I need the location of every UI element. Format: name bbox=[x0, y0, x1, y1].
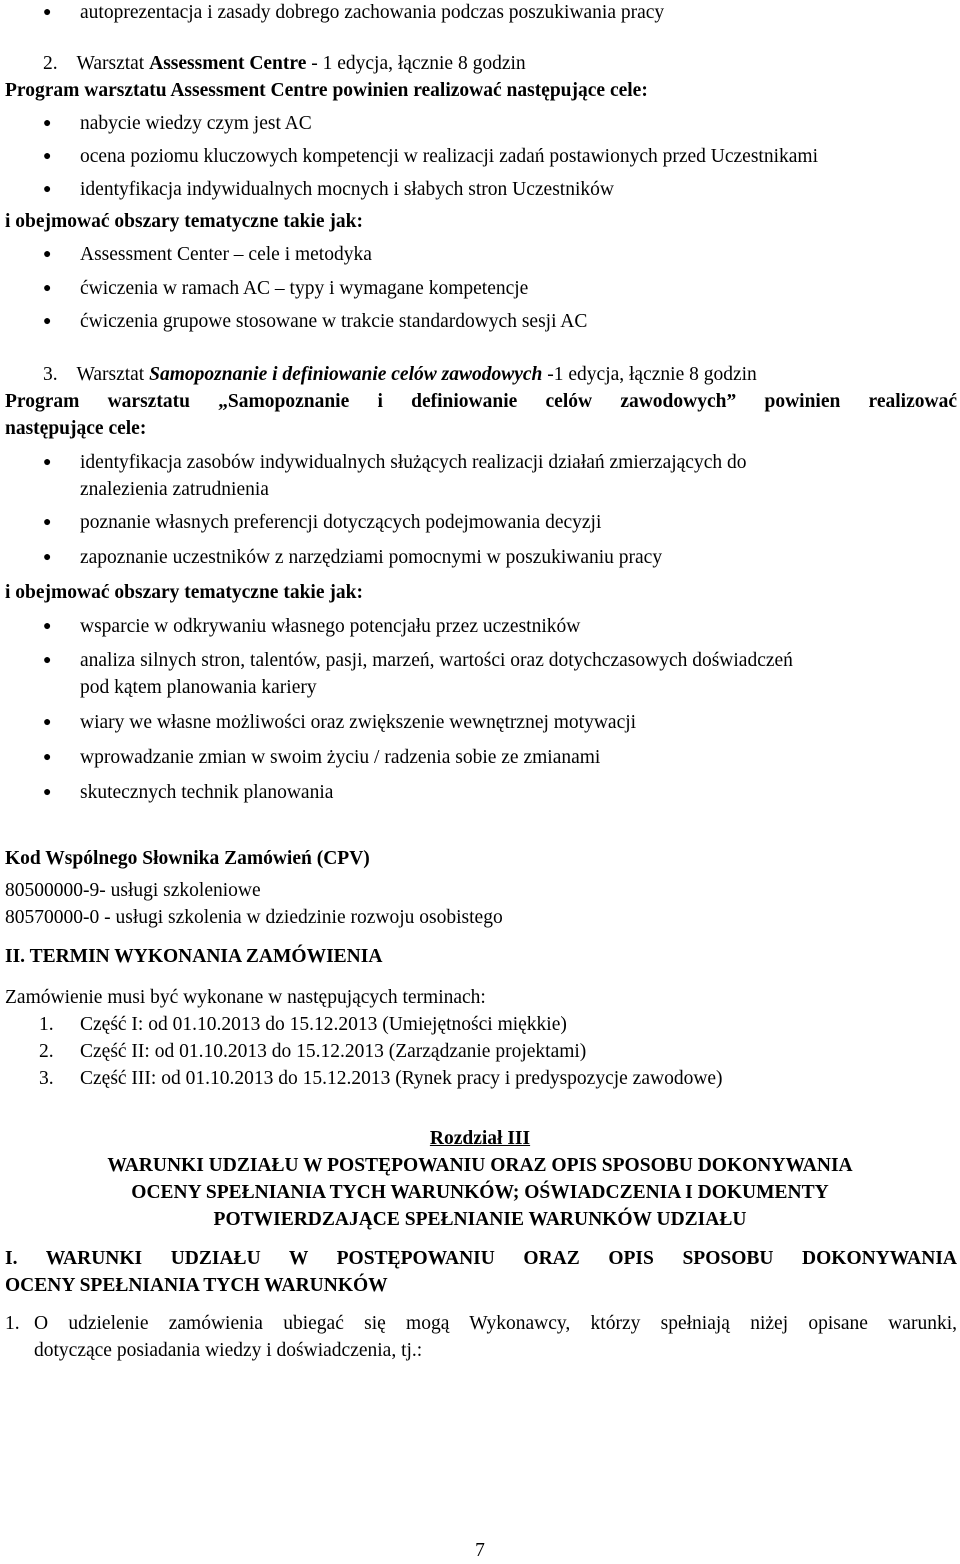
list-item: analiza silnych stron, talentów, pasji, marzeń, wartości oraz dotychczasowych doświadczeń bbox=[80, 650, 793, 671]
areas-heading: i obejmować obszary tematyczne takie jak: bbox=[5, 582, 363, 603]
list-item: wprowadzanie zmian w swoim życiu / radzenia sobie ze zmianami bbox=[80, 747, 601, 768]
areas-heading: i obejmować obszary tematyczne takie jak: bbox=[5, 211, 363, 232]
bullet-icon: ● bbox=[43, 550, 52, 565]
bullet-icon: ● bbox=[43, 314, 52, 329]
termin-item-number: 3. bbox=[39, 1068, 54, 1089]
bullet-icon: ● bbox=[43, 247, 52, 262]
bullet-icon: ● bbox=[43, 182, 52, 197]
workshop-name: Assessment Centre bbox=[149, 53, 307, 74]
list-item: nabycie wiedzy czym jest AC bbox=[80, 113, 312, 134]
section-heading: II. TERMIN WYKONANIA ZAMÓWIENIA bbox=[5, 946, 383, 967]
bullet-icon: ● bbox=[43, 619, 52, 634]
chapter-heading-line: POTWIERDZAJĄCE SPEŁNIANIE WARUNKÓW UDZIAŁU bbox=[213, 1209, 747, 1230]
termin-intro: Zamówienie musi być wykonane w następujących terminach: bbox=[5, 987, 486, 1008]
list-item-continued: znalezienia zatrudnienia bbox=[80, 479, 269, 500]
list-item: ćwiczenia w ramach AC – typy i wymagane kompetencje bbox=[80, 278, 529, 299]
list-item: Assessment Center – cele i metodyka bbox=[80, 244, 372, 265]
bullet-icon: ● bbox=[43, 515, 52, 530]
paragraph: O udzielenie zamówienia ubiegać się mogą Wykonawcy, którzy spełniają niżej opisane warunki, bbox=[34, 1313, 957, 1334]
termin-item-number: 2. bbox=[39, 1041, 54, 1062]
bullet-icon: ● bbox=[43, 785, 52, 800]
workshop-number: 2. bbox=[43, 53, 58, 74]
list-item: autoprezentacja i zasady dobrego zachowania podczas poszukiwania pracy bbox=[80, 2, 665, 23]
termin-item: Część II: od 01.10.2013 do 15.12.2013 (Zarządzanie projektami) bbox=[80, 1041, 587, 1062]
list-item: identyfikacja zasobów indywidualnych służących realizacji działań zmierzających do bbox=[80, 452, 747, 473]
page-number: 7 bbox=[475, 1540, 485, 1561]
cpv-heading: Kod Wspólnego Słownika Zamówień (CPV) bbox=[5, 848, 370, 869]
bullet-icon: ● bbox=[43, 116, 52, 131]
termin-item: Część I: od 01.10.2013 do 15.12.2013 (Umiejętności miękkie) bbox=[80, 1014, 567, 1035]
workshop-3-title bbox=[43, 362, 757, 388]
chapter-heading-line: WARUNKI UDZIAŁU W POSTĘPOWANIU ORAZ OPIS SPOSOBU DOKONYWANIA bbox=[107, 1155, 853, 1176]
cpv-code: 80570000-0 - usługi szkolenia w dziedzinie rozwoju osobistego bbox=[5, 907, 503, 928]
termin-item: Część III: od 01.10.2013 do 15.12.2013 (Rynek pracy i predyspozycje zawodowe) bbox=[80, 1068, 723, 1089]
bullet-icon: ● bbox=[43, 715, 52, 730]
workshop-prefix: Warsztat bbox=[76, 364, 150, 385]
bullet-icon: ● bbox=[43, 455, 52, 470]
chapter-title: Rozdział III bbox=[429, 1128, 531, 1149]
termin-item-number: 1. bbox=[39, 1014, 54, 1035]
list-item: zapoznanie uczestników z narzędziami pomocnymi w poszukiwaniu pracy bbox=[80, 547, 663, 568]
list-item-continued: pod kątem planowania kariery bbox=[80, 677, 317, 698]
workshop-suffix: - 1 edycja, łącznie 8 godzin bbox=[306, 53, 526, 74]
bullet-icon: ● bbox=[43, 5, 52, 20]
workshop-name: Samopoznanie i definiowanie celów zawodowych bbox=[149, 364, 543, 385]
chapter-heading-line: OCENY SPEŁNIANIA TYCH WARUNKÓW; OŚWIADCZENIA I DOKUMENTY bbox=[131, 1182, 829, 1203]
workshop-number: 3. bbox=[43, 364, 58, 385]
cpv-code: 80500000-9- usługi szkoleniowe bbox=[5, 880, 261, 901]
bullet-icon: ● bbox=[43, 149, 52, 164]
list-item: skutecznych technik planowania bbox=[80, 782, 334, 803]
program-line: Program warsztatu „Samopoznanie i definiowanie celów zawodowych” powinien realizować bbox=[5, 391, 957, 412]
list-item: ocena poziomu kluczowych kompetencji w realizacji zadań postawionych przed Uczestnikami bbox=[80, 146, 819, 167]
program-line: Program warsztatu Assessment Centre powinien realizować następujące cele: bbox=[5, 80, 648, 101]
bullet-icon: ● bbox=[43, 750, 52, 765]
list-item: wsparcie w odkrywaniu własnego potencjału przez uczestników bbox=[80, 616, 581, 637]
section-heading: I. WARUNKI UDZIAŁU W POSTĘPOWANIU ORAZ OPIS SPOSOBU DOKONYWANIA bbox=[5, 1248, 957, 1269]
workshop-2-title bbox=[43, 51, 526, 77]
workshop-suffix: -1 edycja, łącznie 8 godzin bbox=[542, 364, 757, 385]
section-heading-continued: OCENY SPEŁNIANIA TYCH WARUNKÓW bbox=[5, 1275, 388, 1296]
bullet-icon: ● bbox=[43, 653, 52, 668]
item-number: 1. bbox=[5, 1313, 20, 1334]
list-item: wiary we własne możliwości oraz zwiększenie wewnętrznej motywacji bbox=[80, 712, 637, 733]
workshop-prefix: Warsztat bbox=[76, 53, 150, 74]
paragraph-continued: dotyczące posiadania wiedzy i doświadczenia, tj.: bbox=[34, 1340, 423, 1361]
list-item: ćwiczenia grupowe stosowane w trakcie standardowych sesji AC bbox=[80, 311, 588, 332]
program-line-continued: następujące cele: bbox=[5, 418, 147, 439]
list-item: identyfikacja indywidualnych mocnych i słabych stron Uczestników bbox=[80, 179, 614, 200]
bullet-icon: ● bbox=[43, 281, 52, 296]
list-item: poznanie własnych preferencji dotyczących podejmowania decyzji bbox=[80, 512, 602, 533]
